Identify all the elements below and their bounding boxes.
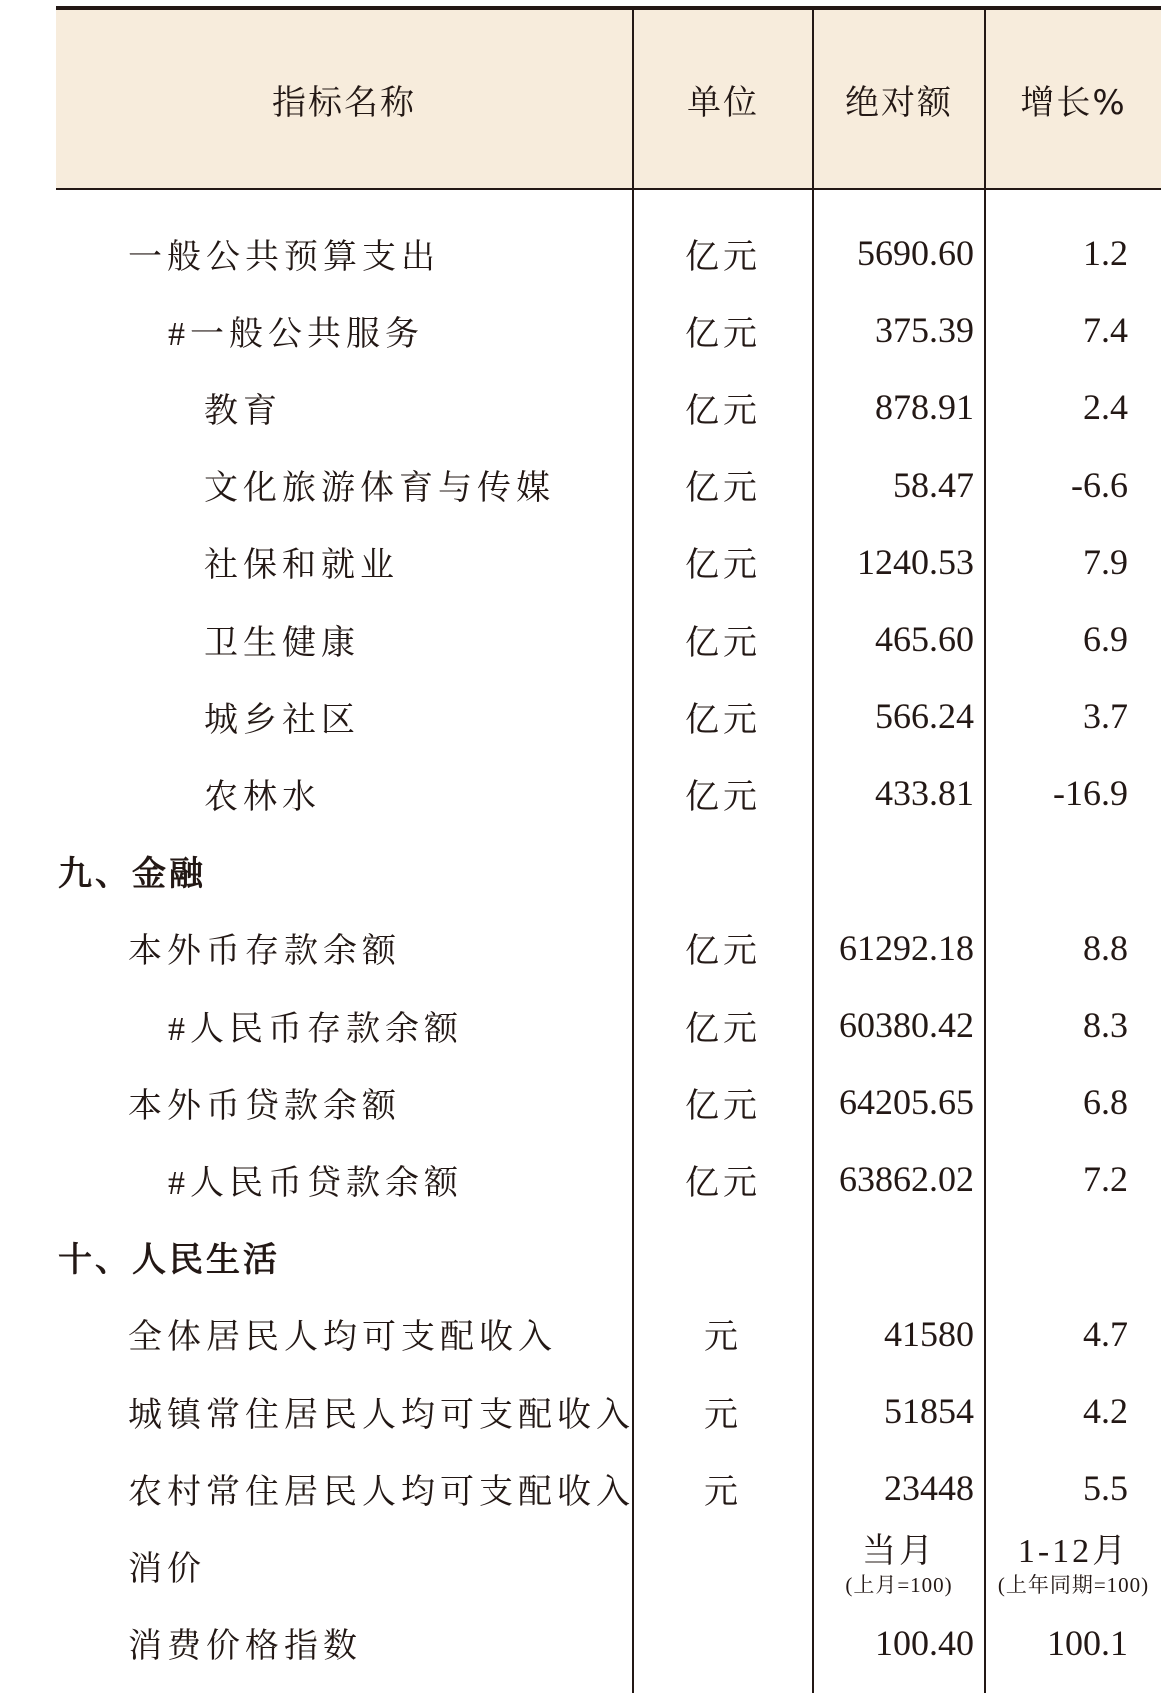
- unit-cell: 亿元: [685, 315, 761, 353]
- absolute-value-cell: 61292.18: [839, 927, 974, 968]
- table-row: [0, 603, 1161, 675]
- table-row: [0, 526, 1161, 598]
- growth-value-cell: 3.7: [1083, 696, 1128, 737]
- absolute-subheader: [814, 1529, 984, 1601]
- table-row: [0, 1143, 1161, 1215]
- growth-value-cell: 6.9: [1083, 619, 1128, 659]
- section-heading-row: [0, 835, 1161, 907]
- unit-cell: 亿元: [685, 1010, 761, 1048]
- absolute-value-cell: 433.81: [875, 773, 974, 814]
- growth-value-cell: -6.6: [1071, 464, 1128, 505]
- growth-value-cell: 4.7: [1083, 1313, 1128, 1354]
- absolute-value-cell: 566.24: [875, 696, 974, 737]
- table-row: [0, 1452, 1161, 1524]
- growth-value-cell: 1.2: [1083, 233, 1128, 273]
- table-row: [0, 680, 1161, 752]
- indicator-name: 农林水: [204, 778, 321, 816]
- table-row: [0, 1529, 1161, 1601]
- indicator-name: 消费价格指数: [128, 1628, 362, 1666]
- absolute-value-cell: 1240.53: [857, 541, 974, 582]
- subheader-note: (上月=100): [845, 1572, 953, 1597]
- indicator-name: 本外币存款余额: [128, 933, 401, 971]
- absolute-value-cell: 5690.60: [857, 233, 974, 273]
- unit-cell: [634, 1529, 812, 1601]
- absolute-value-cell: 878.91: [875, 387, 974, 428]
- growth-value-cell: 7.4: [1083, 310, 1128, 351]
- table-row: [0, 989, 1161, 1061]
- header-absolute: 绝对额: [845, 82, 953, 123]
- growth-value-cell: 7.2: [1083, 1159, 1128, 1200]
- absolute-value-cell: 60380.42: [839, 1005, 974, 1045]
- unit-cell: 亿元: [685, 238, 761, 276]
- unit-cell: [634, 1607, 812, 1679]
- growth-value-cell: 8.8: [1083, 927, 1128, 968]
- unit-cell: 亿元: [685, 933, 761, 971]
- indicator-name: 全体居民人均可支配收入: [128, 1319, 557, 1357]
- indicator-name: 农村常住居民人均可支配收入: [128, 1473, 635, 1511]
- table-row: [0, 1375, 1161, 1447]
- table-row: [0, 449, 1161, 521]
- growth-value-cell: -16.9: [1053, 773, 1128, 814]
- growth-value-cell: 8.3: [1083, 1005, 1128, 1045]
- growth-value-cell: 5.5: [1083, 1468, 1128, 1509]
- header-growth: 增长%: [1020, 82, 1127, 123]
- absolute-value-cell: 51854: [884, 1391, 974, 1431]
- absolute-value-cell: 465.60: [875, 619, 974, 659]
- table-row: [0, 217, 1161, 289]
- growth-value-cell: 4.2: [1083, 1391, 1128, 1431]
- indicator-name: 城乡社区: [204, 701, 360, 739]
- header-unit: 单位: [687, 82, 759, 123]
- table-row: [0, 757, 1161, 829]
- indicator-name: #人民币贷款余额: [168, 1164, 463, 1202]
- table-row: [0, 1066, 1161, 1138]
- indicator-name: 本外币贷款余额: [128, 1087, 401, 1125]
- absolute-value-cell: 64205.65: [839, 1082, 974, 1123]
- table-row: [0, 371, 1161, 443]
- table-row: [0, 1607, 1161, 1679]
- indicator-name: #人民币存款余额: [168, 1010, 463, 1048]
- indicator-name: 文化旅游体育与传媒: [204, 470, 555, 508]
- absolute-value-cell: 63862.02: [839, 1159, 974, 1200]
- section-title: 十、人民生活: [58, 1240, 280, 1281]
- table-row: [0, 294, 1161, 366]
- section-title: 九、金融: [58, 854, 206, 895]
- unit-cell: 亿元: [685, 1164, 761, 1202]
- subheader-label: 当月: [862, 1532, 936, 1570]
- unit-cell: 亿元: [685, 778, 761, 816]
- indicator-name: 卫生健康: [204, 624, 360, 662]
- absolute-value-cell: 100.40: [875, 1622, 974, 1663]
- indicator-name: 消价: [128, 1550, 206, 1588]
- subheader-label: 1-12月: [1017, 1532, 1130, 1570]
- absolute-value-cell: 41580: [884, 1313, 974, 1354]
- absolute-value-cell: 58.47: [893, 464, 974, 505]
- indicator-name: 城镇常住居民人均可支配收入: [128, 1396, 635, 1434]
- indicator-name: 一般公共预算支出: [128, 238, 440, 276]
- unit-cell: 元: [704, 1319, 742, 1357]
- absolute-value-cell: 375.39: [875, 310, 974, 351]
- unit-cell: 元: [704, 1473, 742, 1511]
- unit-cell: 亿元: [685, 470, 761, 508]
- absolute-value-cell: 23448: [884, 1468, 974, 1509]
- subheader-note: (上年同期=100): [997, 1572, 1150, 1597]
- table-row: [0, 1298, 1161, 1370]
- unit-cell: 亿元: [685, 392, 761, 430]
- growth-value-cell: 7.9: [1083, 541, 1128, 582]
- indicator-name: 社保和就业: [204, 547, 399, 585]
- unit-cell: 亿元: [685, 701, 761, 739]
- growth-value-cell: 6.8: [1083, 1082, 1128, 1123]
- section-heading-row: [0, 1221, 1161, 1293]
- header-name: 指标名称: [272, 82, 416, 123]
- indicator-name: 教育: [204, 392, 282, 430]
- growth-value-cell: 100.1: [1047, 1622, 1128, 1663]
- table-row: [0, 912, 1161, 984]
- unit-cell: 亿元: [685, 1087, 761, 1125]
- unit-cell: 亿元: [685, 624, 761, 662]
- growth-subheader: [986, 1529, 1161, 1601]
- unit-cell: 元: [704, 1396, 742, 1434]
- growth-value-cell: 2.4: [1083, 387, 1128, 428]
- unit-cell: 亿元: [685, 547, 761, 585]
- indicator-name: #一般公共服务: [168, 315, 424, 353]
